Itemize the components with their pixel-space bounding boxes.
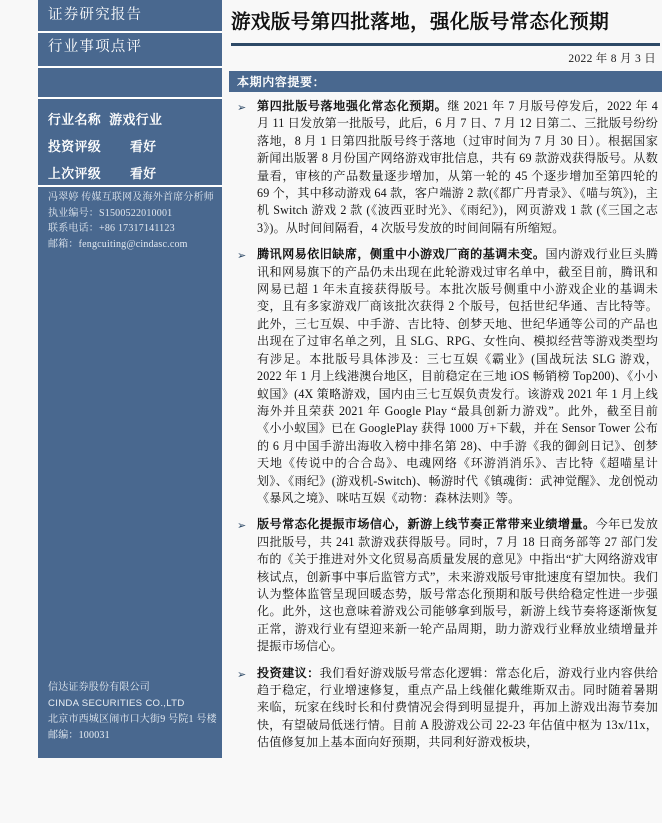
analyst-block xyxy=(38,190,222,252)
summary-header-label: 本期内容提要： xyxy=(237,75,326,89)
rating-row-industry xyxy=(48,105,222,132)
bullet-text xyxy=(257,246,658,507)
bullet-item xyxy=(231,516,658,655)
page-title: 游戏版号第四批落地，强化版号常态化预期 xyxy=(231,11,610,33)
firm-address: 北京市西城区闹市口大街9 号院1 号楼 xyxy=(48,714,217,725)
bullet-item xyxy=(231,246,658,507)
industry-name-value: 游戏行业 xyxy=(109,112,163,127)
rating-row-invest xyxy=(48,132,222,159)
bullet-lead: 第四批版号落地强化常态化预期。 xyxy=(257,99,448,113)
bullet-body: 国内游戏行业巨头腾讯和网易旗下的产品仍未出现在此轮游戏过审名单中，截至目前，腾讯和网易已超 1 年未直接获得版号。本批次版号侧重中小游戏企业的基调未变，且有多家游戏厂商该批次获得 2 个版号，包括世纪华通、吉比特等。此外，三七互娱、中手游、吉比特、创梦天地、世纪华通等公司的产品也出现在了过审名单之列，且 SLG、RPG、女性向、模拟经营等游戏类型均有涉足。本批版号具体涉及：三七互娱《霸业》(国战玩法 SLG 游戏，2022 年 1 月上线港澳台地区，目前稳定在三地 iOS 畅销榜 Top200)、《小小蚁国》(4X 策略游戏，国内由三七互娱负责发行。该游戏 2021 年 1 月上线海外并且荣获 2021 年 Google Play “最具创新力游戏”。此外，截至目前《小小蚁国》已在 GooglePlay 获得 1000 万+下载，并在 Sensor Tower 公布的 6 月中国手游出海收入榜中排名第 28)、中手游《我的御剑日记》、创梦天地《传说中的合合岛》、电魂网络《环游消消乐》、吉比特《超喵星计划》、《雨纪》(游戏机-Switch)、畅游时代《镇魂街：武神觉醒》、龙创悦动《暴风之境》、咪咕互娱《动物：森林法则》等。 xyxy=(257,247,659,505)
bullet-text xyxy=(257,516,658,655)
sidebar xyxy=(38,0,222,758)
analyst-license: 执业编号：S1500522010001 xyxy=(48,207,173,219)
report-date: 2022 年 8 月 3 日 xyxy=(568,53,656,65)
sidebar-band-blank xyxy=(38,64,222,97)
bullet-marker-icon: ➢ xyxy=(237,667,247,681)
analyst-email: 邮箱：fengcuiting@cindasc.com xyxy=(48,238,188,250)
industry-name-label: 行业名称 xyxy=(48,112,102,127)
sidebar-divider-4 xyxy=(38,185,222,187)
bullet-list xyxy=(229,92,662,752)
firm-block xyxy=(38,680,222,744)
invest-rating-label: 投资评级 xyxy=(48,139,102,154)
rating-row-previous xyxy=(48,159,222,186)
title-divider xyxy=(231,43,660,46)
summary-header-bar xyxy=(229,71,662,92)
rating-block xyxy=(38,99,222,185)
sidebar-band-report-label: 证券研究报告 xyxy=(48,7,143,24)
previous-rating-label: 上次评级 xyxy=(48,166,102,181)
bullet-marker-icon: ➢ xyxy=(237,249,247,263)
previous-rating-value: 看好 xyxy=(130,166,157,181)
bullet-text xyxy=(257,665,658,752)
bullet-lead: 投资建议： xyxy=(257,665,320,680)
bullet-text xyxy=(257,98,658,237)
firm-name-cn: 信达证券股份有限公司 xyxy=(48,682,150,693)
bullet-marker-icon: ➢ xyxy=(237,101,247,114)
analyst-name-title: 冯翠婷 传媒互联网及海外首席分析师 xyxy=(48,192,214,203)
analyst-phone: 联系电话：+86 17317141123 xyxy=(48,223,175,234)
bullet-lead: 腾讯网易依旧缺席，侧重中小游戏厂商的基调未变。 xyxy=(257,247,546,262)
sidebar-band-sector-label: 行业事项点评 xyxy=(48,39,143,56)
bullet-lead: 版号常态化提振市场信心，新游上线节奏正常带来业绩增量。 xyxy=(257,517,596,532)
report-content xyxy=(229,0,662,823)
sidebar-band-sector xyxy=(38,31,222,64)
bullet-marker-icon: ➢ xyxy=(237,519,247,533)
bullet-body: 我们看好游戏版号常态化逻辑：常态化后，游戏行业内容供给趋于稳定，行业增速修复，重点产品上线催化戴维斯双击。同时随着暑期来临，玩家在线时长和付费情况会得到明显提升，再加上游戏出海节奏加快，有望破局低迷行情。目前 A 股游戏公司 22-23 年估值中枢为 13x/11x，估值修复加上基本面向好预期，共同利好游戏板块， xyxy=(257,665,658,750)
bullet-item xyxy=(231,98,658,237)
bullet-item xyxy=(231,665,658,752)
bullet-body: 今年已发放四批版号，共 241 款游戏获得版号。同时，7 月 18 日商务部等 27 部门发布的《关于推进对外文化贸易高质量发展的意见》中指出“扩大网络游戏审核试点，创新事中事后监管方式”，未来游戏版号审批速度有望加快。我们认为整体监管呈现回暖态势，版号常态化预期和版号供给稳定性进一步强化。此外，这也意味着游戏公司能够拿到版号，新游上线节奏将逐渐恢复正常，游戏行业有望迎来新一轮产品周期，助力游戏行业释放业绩增量并提振市场信心。 xyxy=(257,517,658,654)
firm-postcode: 邮编：100031 xyxy=(48,730,110,741)
invest-rating-value: 看好 xyxy=(130,139,157,154)
bullet-body: 继 2021 年 7 月版号停发后，2022 年 4 月 11 日发放第一批版号，此后，6 月 7 日、7 月 12 日第二、三批版号纷纷落地，8 月 1 日第四批版号终于落地（过审时间为 7 月 30 日）。根据国家新闻出版署 8 月份国产网络游戏审批信息，共有 69 款游戏获得版号。从数量看，审核的产品数量逐步增加，从第一轮的 45 个逐步增加至第四轮的 69 个，其中移动游戏 64 款，客户端游 2 款(《都广丹青录》、《喵与筑》)，主机 Switch 游戏 2 款 (《波西亚时光》、《雨纪》)，网页游戏 1 款 (《三国之志 3》)。从时间间隔看，4 次版号发放的时间间隔有所缩短。 xyxy=(257,99,658,235)
sidebar-band-report xyxy=(38,0,222,31)
firm-name-en: CINDA SECURITIES CO.,LTD xyxy=(48,698,185,709)
